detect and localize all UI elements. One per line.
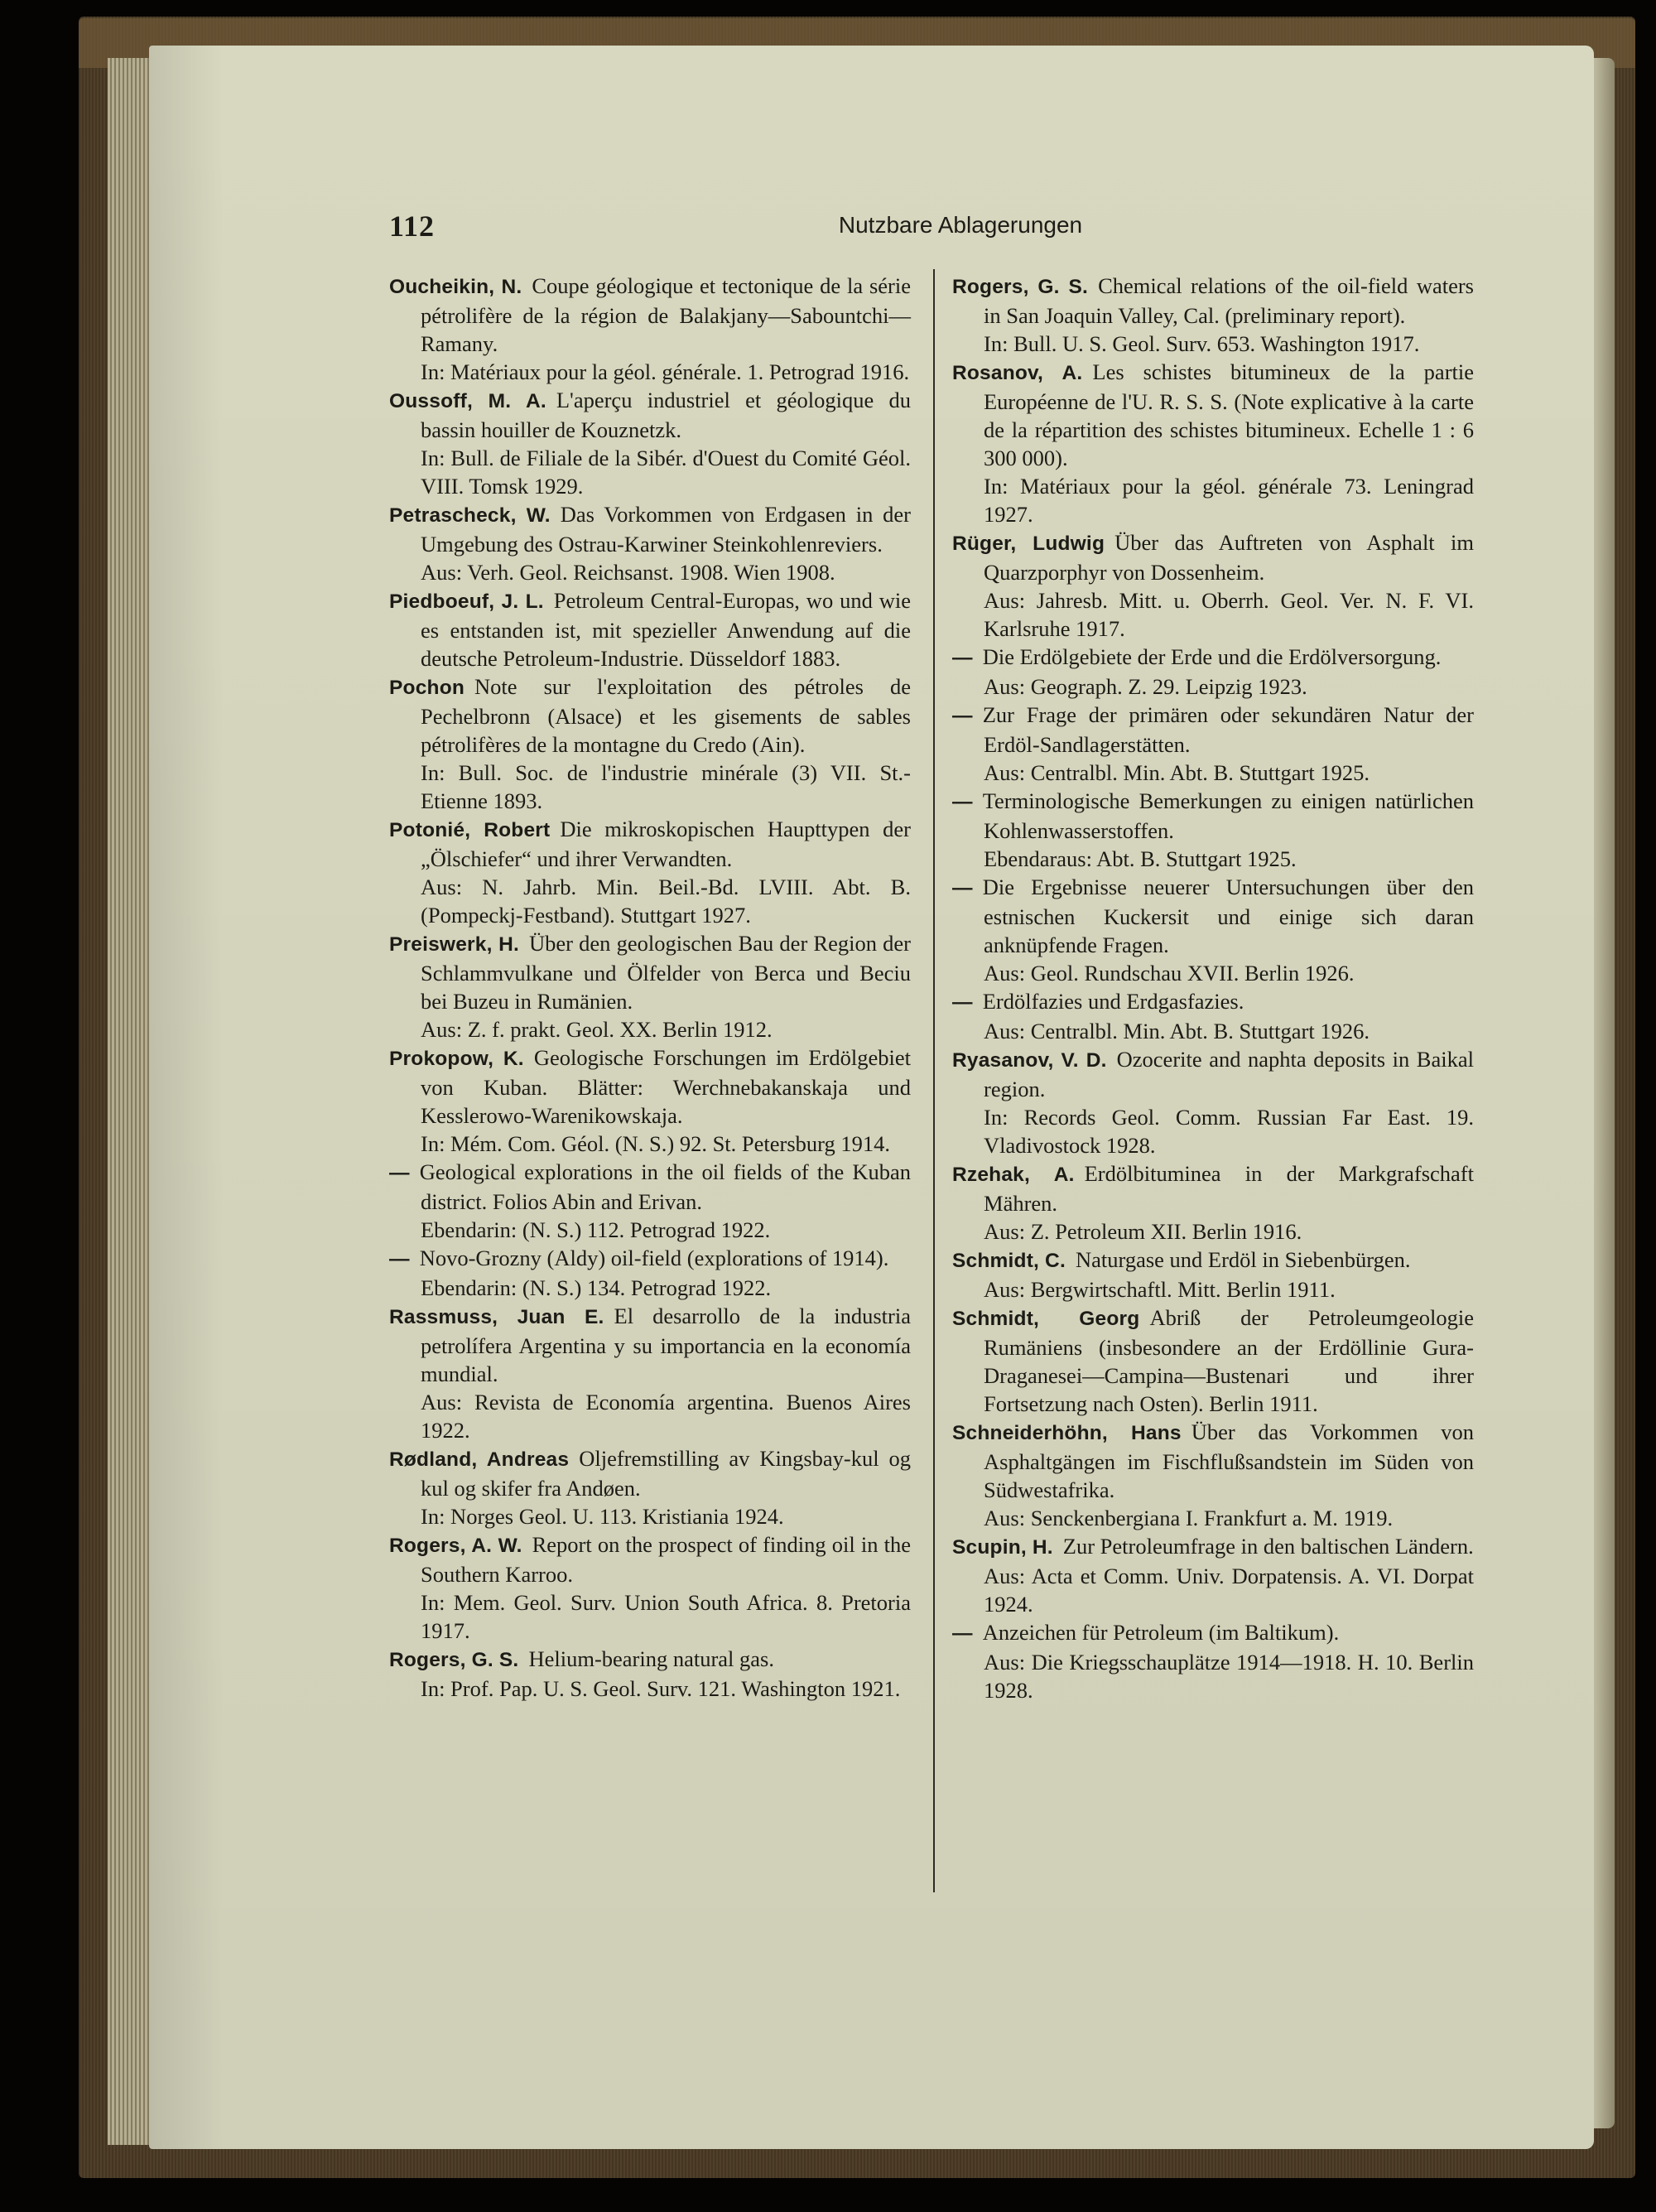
entry-source: In: Matériaux pour la géol. générale 73. Leningrad 1927. — [984, 474, 1474, 527]
entry-source: In: Mem. Geol. Surv. Union South Africa. 8. Pretoria 1917. — [421, 1590, 911, 1643]
entry-author: Preiswerk, H. — [389, 933, 520, 956]
entry-author: Petrascheck, W. — [389, 504, 551, 527]
bibliography-entry — [952, 1418, 1474, 1532]
entry-source: Aus: Centralbl. Min. Abt. B. Stuttgart 1926. — [984, 1019, 1370, 1043]
entry-author: Oussoff, M. A. — [389, 390, 546, 412]
entry-source: In: Bull. Soc. de l'industrie minérale (3) VII. St.-Etienne 1893. — [421, 760, 911, 813]
entry-author: — — [952, 991, 973, 1014]
entry-source: In: Norges Geol. U. 113. Kristiania 1924. — [421, 1504, 784, 1529]
bibliography-entry — [952, 358, 1474, 528]
entry-title: Über das Auftreten von Asphalt im Quarzporphyr von Dossenheim. — [984, 530, 1475, 585]
entry-title: Ozocerite and naphta deposits in Baikal region. — [984, 1047, 1474, 1101]
entry-author: — — [389, 1248, 410, 1270]
entry-title: Coupe géologique et tectonique de la série pétrolifère de la région de Balakjany—Sabountchi—Ramany. — [421, 273, 911, 356]
right-column — [952, 272, 1474, 1704]
entry-author: Rogers, G. S. — [952, 276, 1089, 298]
entry-title: Anzeichen für Petroleum (im Baltikum). — [982, 1620, 1340, 1645]
entry-author: — — [952, 1622, 973, 1645]
page-header — [0, 209, 1656, 250]
bibliography-entry — [389, 1302, 911, 1444]
bibliography-entry — [389, 1645, 911, 1703]
entry-source: In: Records Geol. Comm. Russian Far East. 19. Vladivostock 1928. — [984, 1105, 1474, 1158]
entry-source: Ebendarin: (N. S.) 112. Petrograd 1922. — [421, 1217, 771, 1242]
entry-source: Aus: Acta et Comm. Univ. Dorpatensis. A. VI. Dorpat 1924. — [984, 1564, 1474, 1617]
entry-source: Aus: Z. f. prakt. Geol. XX. Berlin 1912. — [421, 1017, 773, 1042]
bibliography-entry — [952, 1304, 1474, 1418]
entry-author: Rogers, G. S. — [389, 1649, 519, 1671]
entry-source: Ebendaraus: Abt. B. Stuttgart 1925. — [984, 846, 1297, 871]
entry-title: Zur Petroleumfrage in den baltischen Ländern. — [1062, 1534, 1474, 1559]
entry-author: — — [952, 705, 973, 727]
entry-title: L'aperçu industriel et géologique du bassin houiller de Kouznetzk. — [421, 388, 911, 442]
entry-author: Oucheikin, N. — [389, 276, 522, 298]
entry-title: Geological explorations in the oil fields of the Kuban district. Folios Abin and Erivan. — [419, 1159, 911, 1214]
entry-title: Chemical relations of the oil-field waters in San Joaquin Valley, Cal. (preliminary report). — [984, 273, 1474, 328]
entry-source: In: Bull. U. S. Geol. Surv. 653. Washington 1917. — [984, 331, 1420, 356]
bibliography-entry — [952, 987, 1474, 1045]
entry-title: Petroleum Central-Europas, wo und wie es entstanden ist, mit spezieller Anwendung auf die deutsche Petroleum-Industrie. Düsseldorf 1883. — [421, 588, 911, 671]
entry-title: Erdölbituminea in der Markgrafschaft Mähren. — [984, 1161, 1474, 1216]
entry-source: In: Mém. Com. Géol. (N. S.) 92. St. Petersburg 1914. — [421, 1131, 891, 1156]
bibliography-entry — [952, 643, 1474, 701]
entry-source: Aus: Jahresb. Mitt. u. Oberrh. Geol. Ver. N. F. VI. Karlsruhe 1917. — [984, 588, 1474, 641]
entry-source: Aus: Verh. Geol. Reichsanst. 1908. Wien 1908. — [421, 560, 835, 585]
bibliography-entry — [389, 1530, 911, 1645]
entry-source: In: Bull. de Filiale de la Sibér. d'Ouest du Comité Géol. VIII. Tomsk 1929. — [421, 446, 911, 499]
entry-source: Aus: Bergwirtschaftl. Mitt. Berlin 1911. — [984, 1277, 1336, 1302]
entry-source: In: Prof. Pap. U. S. Geol. Surv. 121. Washington 1921. — [421, 1676, 901, 1701]
left-column — [389, 272, 911, 1703]
entry-source: Aus: Senckenbergiana I. Frankfurt a. M. 1919. — [984, 1506, 1394, 1530]
entry-author: — — [389, 1162, 410, 1184]
entry-author: Rødland, Andreas — [389, 1448, 570, 1471]
bibliography-entry — [389, 1244, 911, 1302]
bibliography-entry — [952, 1045, 1474, 1159]
entry-title: Novo-Grozny (Aldy) oil-field (explorations of 1914). — [419, 1246, 889, 1270]
entry-title: Les schistes bitumineux de la partie Européenne de l'U. R. S. S. (Note explicative à la carte de la répartition des schistes bitumineux. Echelle 1 : 6 300 000). — [984, 359, 1475, 470]
entry-title: Report on the prospect of finding oil in the Southern Karroo. — [421, 1532, 911, 1587]
bibliography-entry — [952, 701, 1474, 787]
entry-title: Geologische Forschungen im Erdölgebiet von Kuban. Blätter: Werchnebakanskaja und Kesslerowo-Warenikowskaja. — [421, 1045, 911, 1128]
entry-author: Piedboeuf, J. L. — [389, 590, 544, 613]
entry-title: Terminologische Bemerkungen zu einigen natürlichen Kohlenwasserstoffen. — [982, 788, 1474, 843]
bibliography-entry — [389, 1158, 911, 1244]
entry-author: Rassmuss, Juan E. — [389, 1306, 604, 1328]
bibliography-entry — [389, 929, 911, 1043]
entry-title: Abriß der Petroleumgeologie Rumäniens (insbesondere an der Erdöllinie Gura-Draganesei—Campina—Bustenari und ihrer Fortsetzung nach Osten). Berlin 1911. — [984, 1305, 1474, 1416]
entry-author: Prokopow, K. — [389, 1048, 524, 1070]
entry-source: Aus: Die Kriegsschauplätze 1914—1918. H. 10. Berlin 1928. — [984, 1650, 1474, 1703]
entry-title: El desarrollo de la industria petrolífera Argentina y su importancia en la economía mundial. — [421, 1304, 911, 1386]
bibliography-entry — [952, 1618, 1474, 1704]
entry-title: Über das Vorkommen von Asphaltgängen im Fischflußsandstein im Süden von Südwestafrika. — [984, 1419, 1474, 1502]
entry-title: Erdölfazies und Erdgasfazies. — [982, 989, 1244, 1014]
entry-author: Rogers, A. W. — [389, 1535, 522, 1557]
bibliography-entry — [389, 386, 911, 500]
entry-author: Schneiderhöhn, Hans — [952, 1422, 1182, 1444]
page-number: 112 — [389, 210, 436, 243]
running-title: Nutzbare Ablagerungen — [838, 212, 1083, 238]
entry-author: Schmidt, Georg — [952, 1308, 1140, 1330]
entry-author: Ryasanov, V. D. — [952, 1049, 1107, 1072]
entry-source: Aus: N. Jahrb. Min. Beil.-Bd. LVIII. Abt. B. (Pompeckj-Festband). Stuttgart 1927. — [421, 875, 911, 928]
entry-author: Rosanov, A. — [952, 362, 1083, 384]
entry-title: Note sur l'exploitation des pétroles de Pechelbronn (Alsace) et les gisements de sables pétrolifères de la montagne du Credo (Ain). — [421, 674, 911, 757]
bibliography-entry — [952, 1246, 1474, 1304]
entry-title: Die mikroskopischen Haupttypen der „Ölschiefer“ und ihrer Verwandten. — [421, 817, 911, 871]
entry-author: Pochon — [389, 677, 465, 699]
bibliography-entry — [952, 1159, 1474, 1246]
bibliography-entry — [952, 272, 1474, 358]
entry-title: Oljefremstilling av Kingsbay-kul og kul og skifer fra Andøen. — [421, 1446, 911, 1501]
entry-author: — — [952, 791, 973, 813]
entry-author: Schmidt, C. — [952, 1250, 1066, 1272]
bibliography-entry — [389, 1444, 911, 1530]
entry-title: Das Vorkommen von Erdgasen in der Umgebung des Ostrau-Karwiner Steinkohlenreviers. — [421, 502, 911, 557]
bibliography-entry — [952, 873, 1474, 987]
entry-author: — — [952, 647, 973, 669]
bibliography-entry — [389, 586, 911, 672]
entry-title: Die Erdölgebiete der Erde und die Erdölversorgung. — [982, 644, 1442, 669]
entry-author: Potonié, Robert — [389, 819, 551, 841]
bibliography-entry — [389, 672, 911, 815]
entry-source: Aus: Revista de Economía argentina. Buenos Aires 1922. — [421, 1390, 911, 1443]
bibliography-entry — [389, 1043, 911, 1158]
entry-title: Zur Frage der primären oder sekundären Natur der Erdöl-Sandlagerstätten. — [982, 702, 1474, 757]
entry-author: Rüger, Ludwig — [952, 533, 1105, 555]
bibliography-entry — [389, 500, 911, 586]
entry-author: — — [952, 877, 973, 899]
bibliography-entry — [952, 787, 1474, 873]
entry-title: Die Ergebnisse neuerer Untersuchungen über den estnischen Kuckersit und einige sich daran anknüpfende Fragen. — [982, 875, 1474, 957]
bibliography-entry — [952, 1532, 1474, 1618]
entry-title: Über den geologischen Bau der Region der Schlammvulkane und Ölfelder von Berca und Beciu bei Buzeu in Rumänien. — [421, 931, 911, 1014]
entry-source: Aus: Centralbl. Min. Abt. B. Stuttgart 1925. — [984, 760, 1370, 785]
entry-source: Ebendarin: (N. S.) 134. Petrograd 1922. — [421, 1275, 772, 1300]
column-divider — [933, 269, 935, 1892]
entry-author: Scupin, H. — [952, 1536, 1053, 1559]
bibliography-entry — [389, 815, 911, 929]
entry-title: Naturgase und Erdöl in Siebenbürgen. — [1075, 1247, 1411, 1272]
entry-title: Helium-bearing natural gas. — [528, 1646, 774, 1671]
bibliography-entry — [389, 272, 911, 386]
entry-source: In: Matériaux pour la géol. générale. 1. Petrograd 1916. — [421, 359, 910, 384]
entry-source: Aus: Geol. Rundschau XVII. Berlin 1926. — [984, 961, 1355, 986]
entry-author: Rzehak, A. — [952, 1164, 1075, 1186]
bibliography-entry — [952, 528, 1474, 643]
entry-source: Aus: Z. Petroleum XII. Berlin 1916. — [984, 1219, 1302, 1244]
entry-source: Aus: Geograph. Z. 29. Leipzig 1923. — [984, 674, 1307, 699]
